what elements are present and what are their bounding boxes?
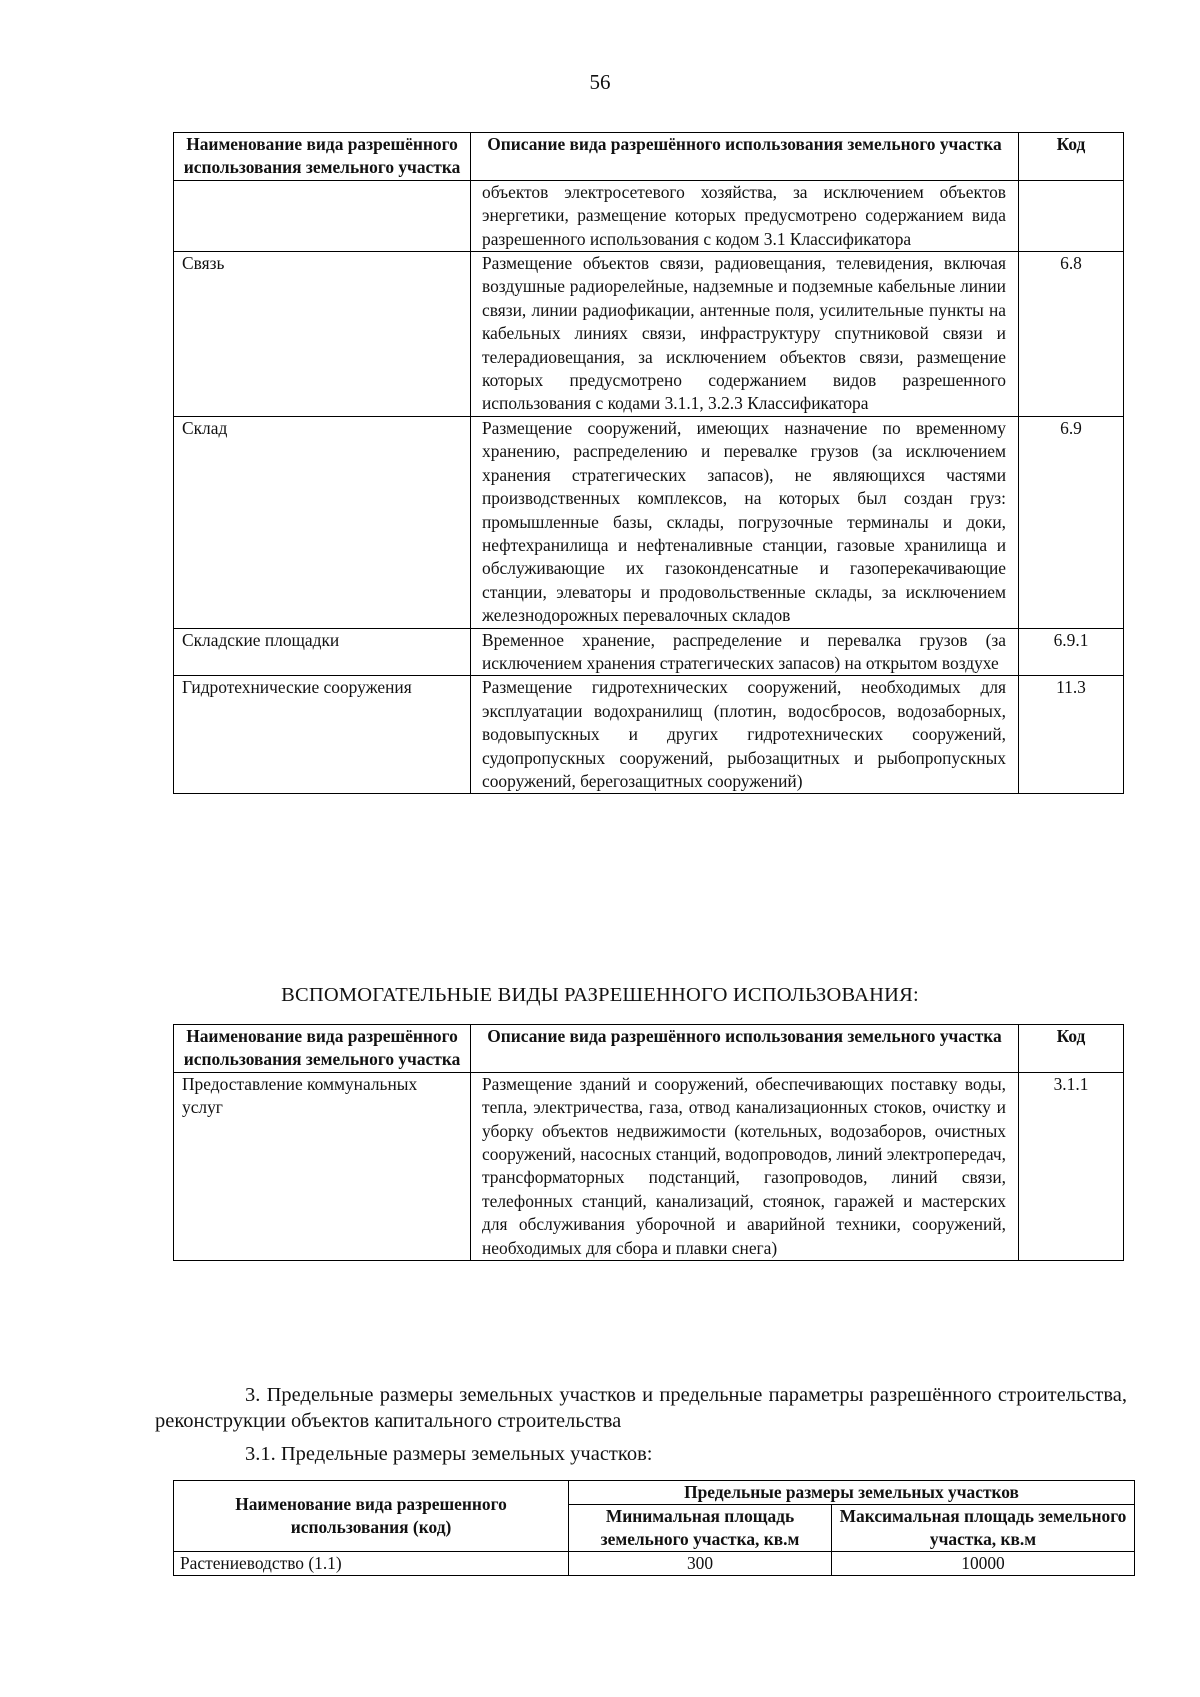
header-name: Наименование вида разрешённого использования земельного участка: [174, 133, 471, 181]
header-description: Описание вида разрешённого использования земельного участка: [471, 133, 1019, 181]
header-max-area: Максимальная площадь земельного участка, кв.м: [832, 1505, 1135, 1552]
row-code: 6.8: [1019, 252, 1124, 417]
header-name: Наименование вида разрешённого использования земельного участка: [174, 1025, 471, 1073]
table-row: [174, 676, 1124, 794]
row-description: Размещение зданий и сооружений, обеспечивающих поставку воды, тепла, электричества, газа, отвод канализационных стоков, очистку и уборку объектов недвижимости (котельных, водозаборов, очистных сооружений, насосных станций, водопроводов, линий электропередач, трансформаторных подстанций, газопроводов, линий связи, телефонных станций, канализаций, стоянок, гаражей и мастерских для обслуживания уборочной и аварийной техники, сооружений, необходимых для сбора и плавки снега): [471, 1072, 1019, 1260]
row-code: [1019, 180, 1124, 251]
plot-size-limits-table: [173, 1480, 1135, 1576]
table-row: [174, 1072, 1124, 1260]
row-code: 6.9.1: [1019, 628, 1124, 676]
row-description: объектов электросетевого хозяйства, за исключением объектов энергетики, размещение которых предусмотрено содержанием вида разрешенного использования с кодом 3.1 Классификатора: [471, 180, 1019, 251]
row-min-area: 300: [569, 1552, 832, 1576]
row-name: Склад: [174, 416, 471, 628]
header-code: Код: [1019, 133, 1124, 181]
row-name: Гидротехнические сооружения: [174, 676, 471, 794]
header-size-limits: Предельные размеры земельных участков: [569, 1481, 1135, 1505]
table-row: [174, 180, 1124, 251]
row-name: [174, 180, 471, 251]
page-number: 56: [589, 70, 611, 94]
table-row: [174, 416, 1124, 628]
row-code: 3.1.1: [1019, 1072, 1124, 1260]
table-header-row: [174, 1481, 1135, 1505]
table-header-row: [174, 1025, 1124, 1073]
section-3-1-paragraph: 3.1. Предельные размеры земельных участков:: [245, 1443, 653, 1465]
row-max-area: 10000: [832, 1552, 1135, 1576]
header-use-name: Наименование вида разрешенного использования (код): [174, 1481, 569, 1552]
row-description: Размещение сооружений, имеющих назначение по временному хранению, распределению и перевалке грузов (за исключением хранения стратегических запасов), не являющихся частями производственных комплексов, на которых был создан груз: промышленные базы, склады, погрузочные терминалы и доки, нефтехранилища и нефтеналивные станции, газовые хранилища и обслуживающие их газоконденсатные и газоперекачивающие станции, элеваторы и продовольственные склады, за исключением железнодорожных перевалочных складов: [471, 416, 1019, 628]
table-header-row: [174, 133, 1124, 181]
row-description: Размещение объектов связи, радиовещания, телевидения, включая воздушные радиорелейные, надземные и подземные кабельные линии связи, линии радиофикации, антенные поля, усилительные пункты на кабельных линиях связи, инфраструктуру спутниковой связи и телерадиовещания, за исключением объектов связи, размещение которых предусмотрено содержанием видов разрешенного использования с кодами 3.1.1, 3.2.3 Классификатора: [471, 252, 1019, 417]
main-land-use-table: [173, 132, 1124, 794]
header-code: Код: [1019, 1025, 1124, 1073]
auxiliary-land-use-table: [173, 1024, 1124, 1261]
section-3-paragraph: 3. Предельные размеры земельных участков и предельные параметры разрешённого строительства, реконструкции объектов капитального строительства: [155, 1384, 1127, 1432]
table-row: [174, 1552, 1135, 1576]
table-row: [174, 628, 1124, 676]
row-description: Размещение гидротехнических сооружений, необходимых для эксплуатации водохранилищ (плотин, водосбросов, водозаборных, водовыпускных и других гидротехнических сооружений, судопропускных сооружений, рыбозащитных и рыбопропускных сооружений, берегозащитных сооружений): [471, 676, 1019, 794]
header-description: Описание вида разрешённого использования земельного участка: [471, 1025, 1019, 1073]
row-name: Связь: [174, 252, 471, 417]
table-row: [174, 252, 1124, 417]
row-code: 11.3: [1019, 676, 1124, 794]
row-description: Временное хранение, распределение и перевалка грузов (за исключением хранения стратегических запасов) на открытом воздухе: [471, 628, 1019, 676]
row-use-name: Растениеводство (1.1): [174, 1552, 569, 1576]
row-code: 6.9: [1019, 416, 1124, 628]
auxiliary-uses-heading: ВСПОМОГАТЕЛЬНЫЕ ВИДЫ РАЗРЕШЕННОГО ИСПОЛЬЗОВАНИЯ:: [281, 984, 919, 1006]
row-name: Предоставление коммунальных услуг: [174, 1072, 471, 1260]
header-min-area: Минимальная площадь земельного участка, кв.м: [569, 1505, 832, 1552]
row-name: Складские площадки: [174, 628, 471, 676]
